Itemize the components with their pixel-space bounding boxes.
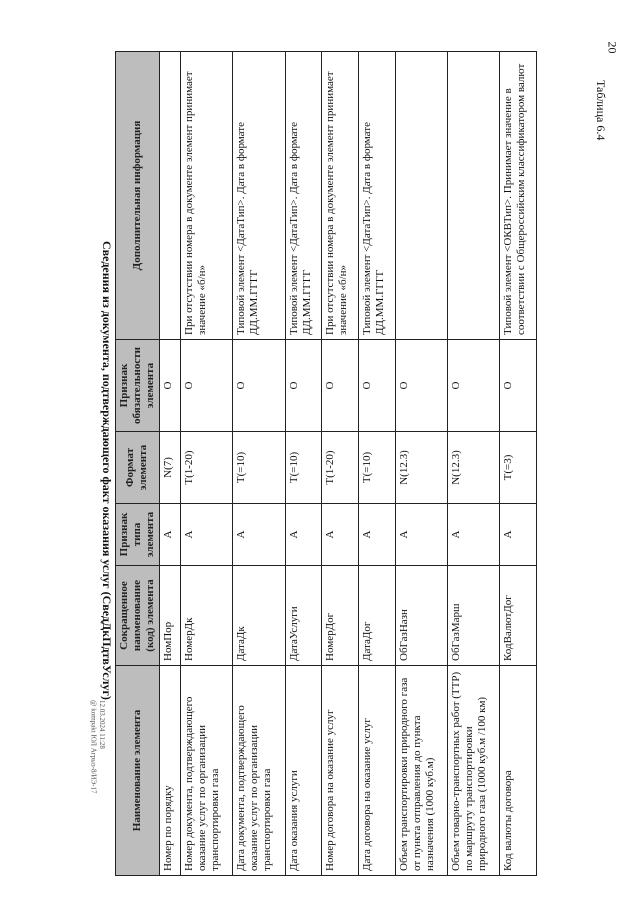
header-cell: Сокращенное наименование (код) элемента [116,566,160,666]
cell-type: А [395,504,447,566]
cell-type: А [233,504,285,566]
cell-code: ДатаДог [359,566,396,666]
cell-req: О [181,340,233,432]
elements-table [115,51,537,876]
cell-type: А [181,504,233,566]
cell-info: При отсутствии номера в документе элемент принимает значение «б/н» [322,52,359,340]
cell-code: НомерДог [322,566,359,666]
stamp-line: @ kompakt ЮЛ Агрыз-8/ИЭ-17 [89,700,98,794]
header-cell: Наименование элемента [116,666,160,876]
cell-type: А [359,504,396,566]
header-cell: Дополнительная информация [116,52,160,340]
table-row [500,52,537,876]
cell-req: О [448,340,500,432]
cell-format: N(12.3) [395,432,447,504]
cell-format: T(1-20) [181,432,233,504]
cell-type: А [159,504,180,566]
cell-info [395,52,447,340]
cell-format: N(7) [159,432,180,504]
table-row [448,52,500,876]
table-row [159,52,180,876]
cell-info: Типовой элемент <ДатаТип>. Дата в формате ДД.ММ.ГГГГ [285,52,322,340]
cell-format: T(=10) [285,432,322,504]
header-cell: Формат элемента [116,432,160,504]
cell-req: О [233,340,285,432]
cell-info: Типовой элемент <ОКВТип>. Принимает значение в соответствии с Общероссийским классификатором валют [500,52,537,340]
cell-code: ДатаДк [233,566,285,666]
header-cell: Признак обязательности элемента [116,340,160,432]
cell-code: ОбГазМарш [448,566,500,666]
cell-format: T(1-20) [322,432,359,504]
cell-name: Номер документа, подтверждающего оказание услуг по организации транспортировки газа [181,666,233,876]
table-row [181,52,233,876]
cell-name: Дата документа, подтверждающего оказание услуг по организации транспортировки газа [233,666,285,876]
cell-format: T(=10) [233,432,285,504]
cell-name: Номер по порядку [159,666,180,876]
page-number: 20 [605,41,620,54]
cell-info: Типовой элемент <ДатаТип>. Дата в формате ДД.ММ.ГГГГ [359,52,396,340]
cell-name: Объем транспортировки природного газа от пункта отправления до пункта назначения (1000 куб.м) [395,666,447,876]
cell-type: А [285,504,322,566]
cell-req: О [322,340,359,432]
table-row [359,52,396,876]
cell-name: Дата договора на оказание услуг [359,666,396,876]
cell-info [159,52,180,340]
table-title: Сведения из документа, подтверждающего факт оказания услуг (СведДкПдтвУслуг) [100,240,114,700]
cell-info: При отсутствии номера в документе элемент принимает значение «б/н» [181,52,233,340]
table-row [322,52,359,876]
cell-format: T(=10) [359,432,396,504]
header-cell: Признак типа элемента [116,504,160,566]
print-stamp [86,700,106,840]
cell-req: О [359,340,396,432]
cell-name: Номер договора на оказание услуг [322,666,359,876]
table-row [285,52,322,876]
cell-type: А [322,504,359,566]
cell-code: ОбГазНазн [395,566,447,666]
table-row [395,52,447,876]
table-caption: Таблица 6.4 [594,80,608,141]
cell-code: НомПор [159,566,180,666]
cell-code: НомерДк [181,566,233,666]
cell-type: А [500,504,537,566]
cell-type: А [448,504,500,566]
cell-name: Дата оказания услуги [285,666,322,876]
cell-code: ДатаУслуги [285,566,322,666]
cell-info: Типовой элемент <ДатаТип>. Дата в формате ДД.ММ.ГГГГ [233,52,285,340]
table-container [115,52,537,876]
table-row [233,52,285,876]
cell-code: КодВалютДог [500,566,537,666]
cell-name: Объем товарно-транспортных работ (ТТР) по маршруту транспортировки природного газа (1000 куб.м /100 км) [448,666,500,876]
cell-req: О [500,340,537,432]
cell-req: О [395,340,447,432]
stamp-line: 12.03.2024 11:28 [98,700,106,749]
cell-name: Код валюты договора [500,666,537,876]
cell-format: T(=3) [500,432,537,504]
table-header-row [116,52,160,876]
cell-format: N(12.3) [448,432,500,504]
cell-info [448,52,500,340]
cell-req: О [285,340,322,432]
cell-req: О [159,340,180,432]
